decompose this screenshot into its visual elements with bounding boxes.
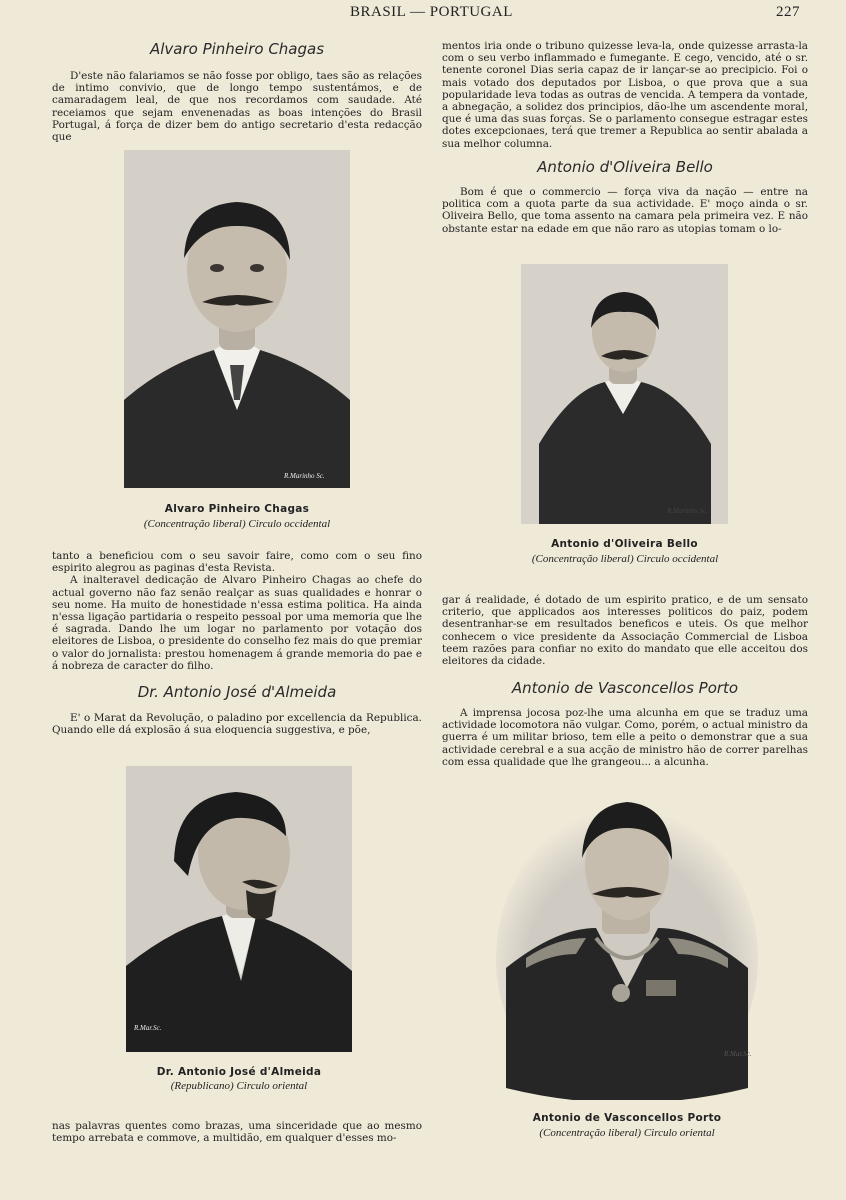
- portrait-porto-drawing: [496, 788, 758, 1100]
- article-text-porto-intro: A imprensa jocosa poz-lhe uma alcunha em que se traduz uma actividade locomotora não vulgar. Como, porém, o actual ministro da guerra é um militar brioso, tem elle a peito o demonstrar que a sua actividade cerebral e a sua acção de ministro hão de correr parelhas com essa qualidade que lhe grangeou... a alcunha.: [442, 707, 808, 768]
- caption-sub-porto: (Concentração liberal) Circulo oriental: [539, 1127, 715, 1139]
- portrait-bello: [521, 264, 728, 524]
- article-text-almeida-cont: nas palavras quentes como brazas, uma sinceridade que ao mesmo tempo arrebata e commove, a multidão, em qualquer d'esses mo-: [52, 1120, 422, 1145]
- portrait-bello-drawing: [521, 264, 728, 524]
- caption-name-almeida: Dr. Antonio José d'Almeida: [156, 1066, 322, 1078]
- engraver-signature: R.Marinho Sc.: [667, 507, 708, 515]
- article-text-almeida-intro: E' o Marat da Revolução, o paladino por excellencia da Republica. Quando elle dá explosão á sua eloquencia suggestiva, e põe,: [52, 712, 422, 737]
- portrait-almeida: [126, 766, 352, 1052]
- section-heading-chagas: Alvaro Pinheiro Chagas: [149, 40, 325, 58]
- caption-name-chagas: Alvaro Pinheiro Chagas: [164, 503, 310, 515]
- page-number: 227: [776, 4, 800, 20]
- running-head: [0, 4, 846, 24]
- engraver-signature: R.Marinho Sc.: [284, 472, 325, 480]
- section-heading-bello: Antonio d'Oliveira Bello: [537, 158, 713, 176]
- article-text-chagas-intro: D'este não falariamos se não fosse por obligo, taes são as relações de intimo convivio, que de longo tempo sustentámos, e de camaradagem leal, de que nos recordamos com saudade. Até receiamos que sejam envenenadas as boas intenções do Brasil Portugal, á força de dizer bem do antigo secretario d'esta redacção que: [52, 70, 422, 144]
- caption-sub-chagas: (Concentração liberal) Circulo occidental: [143, 518, 331, 530]
- portrait-chagas: [124, 150, 350, 488]
- caption-name-porto: Antonio de Vasconcellos Porto: [532, 1112, 722, 1124]
- article-text-bello-cont: gar á realidade, é dotado de um espirito pratico, e de um sensato criterio, que applicados aos interesses politicos do paiz, podem desentranhar-se em resultados beneficos e uteis. Os que melhor conhecem o vice presidente da Associação Commercial de Lisboa teem razões para confiar no exito do mandato que elle acceitou dos eleitores da cidade.: [442, 594, 808, 668]
- section-heading-almeida: Dr. Antonio José d'Almeida: [137, 683, 337, 701]
- portrait-almeida-drawing: [126, 766, 352, 1052]
- article-text-chagas-cont: tanto a beneficiou com o seu savoir faire, como com o seu fino espirito alegrou as paginas d'esta Revista. A inalteravel dedicação de Alvaro Pinheiro Chagas ao chefe do actual governo não faz senão realçar as suas qualidades e honrar o seu nome. Ha muito de honestidade n'essa estima politica. Ha ainda n'essa ligação partidaria o respeito pessoal por uma memoria que lhe é sagrada. Dando lhe um logar no parlamento por votação dos eleitores de Lisboa, o presidente do conselho fez mais do que premiar o valor do jornalista: prestou homenagem á grande memoria do pae e á nobreza de caracter do filho.: [52, 550, 422, 672]
- engraver-signature: R.Mar.Sc.: [724, 1050, 752, 1058]
- article-text-bello-intro: Bom é que o commercio — força viva da nação — entre na politica com a quota parte da sua actividade. E' moço ainda o sr. Oliveira Bello, que toma assento na camara pela primeira vez. E não obstante estar na edade em que não raro as utopias tomam o lo-: [442, 186, 808, 235]
- caption-sub-almeida: (Republicano) Circulo oriental: [170, 1080, 308, 1092]
- portrait-porto: [496, 788, 758, 1100]
- journal-title: BRASIL — PORTUGAL: [350, 4, 513, 20]
- portrait-chagas-drawing: [124, 150, 350, 488]
- article-text-almeida-end: mentos iria onde o tribuno quizesse leva-la, onde quizesse arrasta-la com o seu verbo inflammado e fumegante. E cego, vencido, até o sr. tenente coronel Dias seria capaz de ir lançar-se ao precipicio. Foi o mais votado dos deputados por Lisboa, o que prova que a sua popularidade leva todas as outras de vencida. A tempera da vontade, a abnegação, a solidez dos principios, dão-lhe um ascendente moral, que é uma das suas forças. Se o parlamento consegue estragar estes dotes excepcionaes, terá que tremer a Republica ao sentir abalada a sua melhor columna.: [442, 40, 808, 150]
- section-heading-porto: Antonio de Vasconcellos Porto: [511, 679, 739, 697]
- engraver-signature: R.Mar.Sc.: [134, 1024, 162, 1032]
- caption-sub-bello: (Concentração liberal) Circulo occidental: [531, 553, 719, 565]
- caption-name-bello: Antonio d'Oliveira Bello: [551, 538, 698, 550]
